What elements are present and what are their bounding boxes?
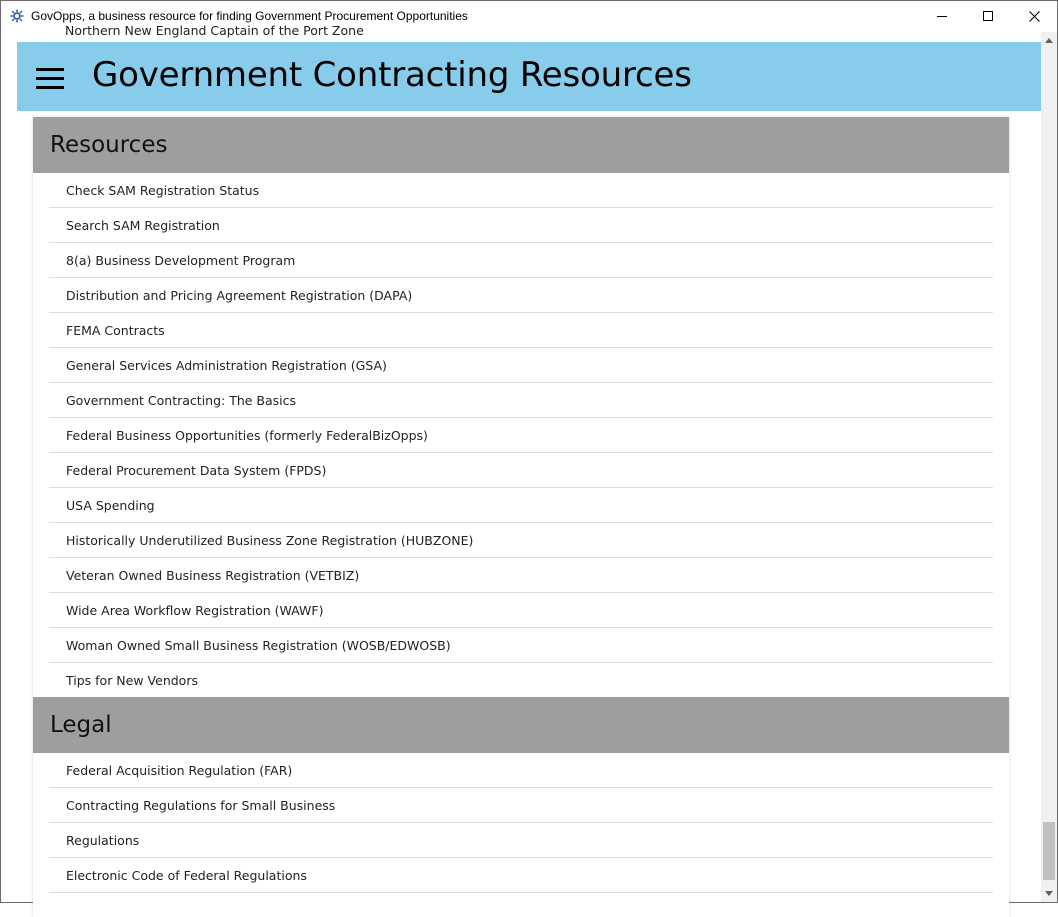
- page-title: Government Contracting Resources: [92, 55, 692, 95]
- resources-list: [49, 173, 993, 698]
- maximize-icon: [983, 11, 994, 22]
- maximize-button[interactable]: [965, 1, 1011, 32]
- scrollbar-thumb[interactable]: [1043, 822, 1055, 880]
- minimize-icon: [937, 11, 948, 22]
- window-title: GovOpps, a business resource for finding Government Procurement Opportunities: [31, 9, 468, 23]
- legal-list: [49, 753, 993, 893]
- legal-link[interactable]: Contracting Regulations for Small Business: [49, 788, 993, 823]
- hamburger-menu-icon[interactable]: [36, 68, 64, 90]
- page-viewport: [1, 23, 1041, 902]
- resource-link[interactable]: Historically Underutilized Business Zone Registration (HUBZONE): [49, 523, 993, 558]
- close-icon: [1029, 11, 1040, 22]
- vertical-scrollbar[interactable]: [1041, 32, 1057, 902]
- resources-section-header: [33, 117, 1009, 173]
- legal-link[interactable]: Federal Acquisition Regulation (FAR): [49, 753, 993, 788]
- content-panel: [33, 117, 1009, 917]
- resource-link[interactable]: Check SAM Registration Status: [49, 173, 993, 208]
- resource-link[interactable]: USA Spending: [49, 488, 993, 523]
- minimize-button[interactable]: [919, 1, 965, 32]
- resource-link[interactable]: 8(a) Business Development Program: [49, 243, 993, 278]
- resource-link[interactable]: FEMA Contracts: [49, 313, 993, 348]
- resource-link[interactable]: Veteran Owned Business Registration (VETBIZ): [49, 558, 993, 593]
- legal-link[interactable]: Electronic Code of Federal Regulations: [49, 858, 993, 893]
- scroll-up-button[interactable]: [1041, 32, 1057, 49]
- scrolled-link-partial[interactable]: Northern New England Captain of the Port Zone: [65, 23, 364, 38]
- resource-link[interactable]: Distribution and Pricing Agreement Registration (DAPA): [49, 278, 993, 313]
- legal-section-header: [33, 697, 1009, 753]
- resource-link[interactable]: Federal Procurement Data System (FPDS): [49, 453, 993, 488]
- resource-link[interactable]: Tips for New Vendors: [66, 673, 198, 688]
- resource-link[interactable]: Woman Owned Small Business Registration (WOSB/EDWOSB): [49, 628, 993, 663]
- scroll-down-arrow-icon: [1045, 891, 1053, 896]
- legal-link[interactable]: Regulations: [49, 823, 993, 858]
- scroll-up-arrow-icon: [1045, 38, 1053, 43]
- resource-link[interactable]: Wide Area Workflow Registration (WAWF): [49, 593, 993, 628]
- resource-link[interactable]: Federal Business Opportunities (formerly FederalBizOpps): [49, 418, 993, 453]
- legal-heading: Legal: [50, 712, 112, 738]
- resource-link[interactable]: Search SAM Registration: [49, 208, 993, 243]
- header-banner: [17, 42, 1041, 111]
- resources-heading: Resources: [50, 132, 168, 158]
- resource-link[interactable]: General Services Administration Registration (GSA): [49, 348, 993, 383]
- close-button[interactable]: [1011, 1, 1057, 32]
- scroll-down-button[interactable]: [1041, 885, 1057, 902]
- gear-cog-icon: [10, 9, 24, 23]
- resource-link[interactable]: Government Contracting: The Basics: [49, 383, 993, 418]
